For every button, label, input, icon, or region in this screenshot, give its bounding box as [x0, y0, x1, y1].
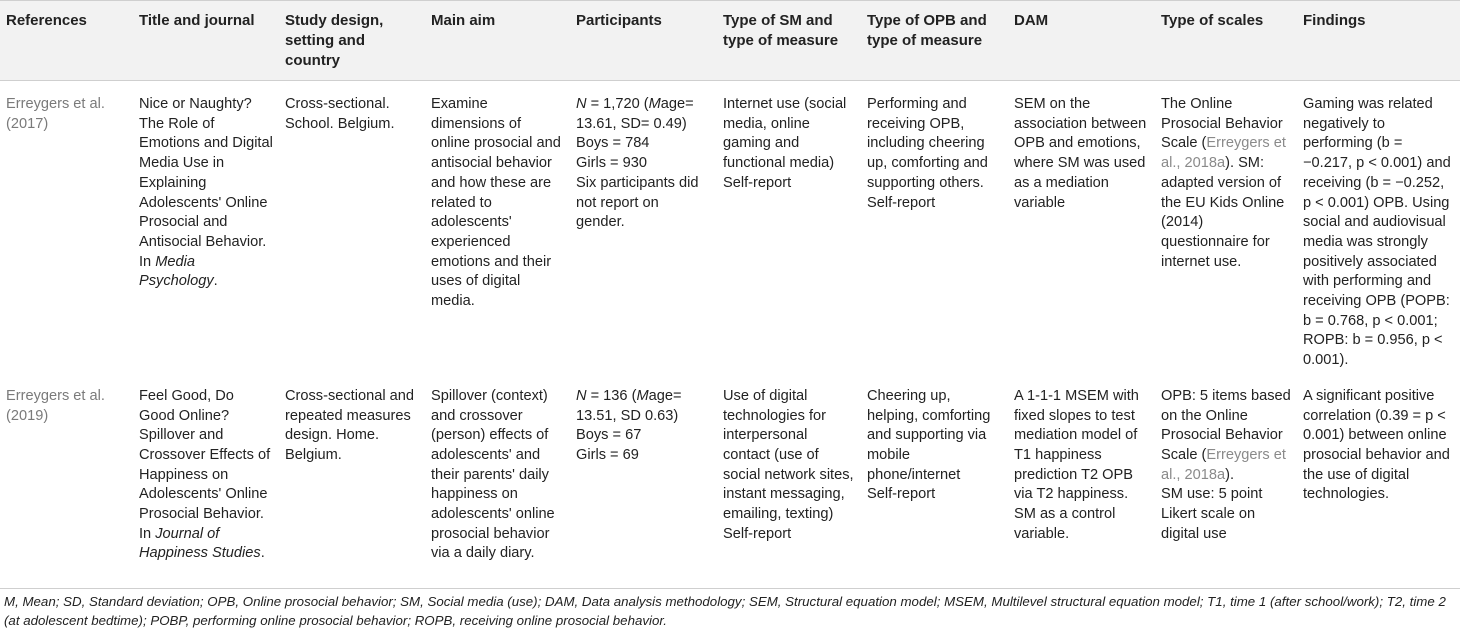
cell-title	[133, 382, 279, 589]
cell-aim: Spillover (context) and crossover (person) effects of adolescents' and their parents' daily happiness on adolescents' online prosocial behavior via a daily diary.	[425, 382, 570, 589]
cell-reference	[0, 382, 133, 589]
participants-sample	[576, 387, 711, 426]
cell-scales	[1155, 382, 1297, 589]
header-sm: Type of SM and type of measure	[717, 1, 861, 81]
cell-findings: Gaming was related negatively to performing (b = −0.217, p < 0.001) and receiving (b = −0.252, p < 0.001) OPB. Using social and audiovisual media was strongly positively associated with performing and receiving OPB (POPB: b = 0.768, p < 0.001; ROPB: b = 0.956, p < 0.001).	[1303, 96, 1451, 369]
header-references: References	[0, 1, 133, 81]
cell-reference	[0, 81, 133, 382]
cell-participants	[570, 382, 717, 589]
participants-sample	[576, 95, 711, 134]
mean-age: age= 13.61, SD= 0.49)	[576, 96, 694, 132]
n-label: N	[576, 96, 587, 112]
header-aim: Main aim	[425, 1, 570, 81]
title-end: .	[213, 273, 218, 290]
sm-type: Use of digital technologies for interpersonal contact (use of social network sites, instant messaging, emailing, texting)	[723, 387, 854, 523]
title-text: Nice or Naughty? The Role of Emotions and Digital Media Use in Explaining Adolescents' Online Prosocial and Antisocial Behavior. In	[139, 96, 273, 270]
table-footnote: M, Mean; SD, Standard deviation; OPB, Online prosocial behavior; SM, Social media (use); DAM, Data analysis methodology; SEM, Structural equation model; MSEM, Multilevel structural equation model; T1, time 1 (after school/work); T2, time 2 (at adolescent bedtime); POBP, performing online prosocial behavior; ROPB, receiving online prosocial behavior.	[4, 594, 1446, 628]
header-title: Title and journal	[133, 1, 279, 81]
header-row	[0, 1, 1460, 81]
mean-label: M	[648, 96, 661, 112]
opb-type: Cheering up, helping, comforting and supporting via mobile phone/internet	[867, 387, 991, 483]
cell-participants	[570, 81, 717, 382]
citation-link[interactable]: Erreygers et al., 2018a	[1161, 446, 1286, 483]
header-participants: Participants	[570, 1, 717, 81]
participants-girls: Girls = 930	[576, 155, 647, 172]
mean-age: age= 13.51, SD 0.63)	[576, 387, 682, 424]
scales-sm: SM use: 5 point Likert scale on digital use	[1161, 486, 1263, 542]
scales-opb	[1161, 387, 1291, 486]
cell-sm	[717, 81, 861, 382]
n-value: = 1,720 (	[586, 96, 649, 112]
cell-dam: A 1-1-1 MSEM with fixed slopes to test mediation model of T1 happiness prediction T2 OPB via T2 happiness. SM as a control variable.	[1008, 382, 1155, 589]
table-row	[0, 382, 1460, 589]
cell-dam: SEM on the association between OPB and emotions, where SM was used as a mediation variable	[1014, 96, 1147, 211]
cell-aim: Examine dimensions of online prosocial and antisocial behavior and how these are related to adolescents' experienced emotions and their uses of digital media.	[431, 96, 561, 310]
table-row	[0, 81, 1460, 382]
cell-opb	[861, 81, 1008, 382]
cell-design: Cross-sectional and repeated measures design. Home. Belgium.	[279, 382, 425, 589]
cell-sm	[717, 382, 861, 589]
n-value: = 136 (	[586, 387, 637, 404]
header-dam: DAM	[1008, 1, 1155, 81]
reference-link[interactable]: Erreygers et al. (2017)	[6, 96, 105, 132]
participants-boys: Boys = 784	[576, 135, 650, 152]
title-end: .	[260, 545, 265, 562]
participants-girls: Girls = 69	[576, 446, 639, 463]
participants-boys: Boys = 67	[576, 427, 642, 444]
cell-design: Cross-sectional. School. Belgium.	[285, 96, 395, 132]
title-text: Feel Good, Do Good Online? Spillover and Crossover Effects of Happiness on Adolescents' Online Prosocial Behavior. In	[139, 387, 271, 542]
cell-scales	[1155, 81, 1297, 382]
scales-text: The Online Prosocial Behavior Scale (	[1161, 96, 1283, 152]
sm-measure: Self-report	[723, 174, 792, 191]
cell-title	[133, 81, 279, 382]
scales-text-end: ).	[1225, 466, 1235, 483]
sm-measure: Self-report	[723, 525, 792, 542]
cell-opb	[861, 382, 1008, 589]
table-header	[0, 1, 1460, 81]
scales-text: OPB: 5 items based on the Online Prosocial Behavior Scale (	[1161, 387, 1291, 463]
journal-name: Journal of Happiness Studies	[139, 525, 261, 562]
opb-measure: Self-report	[867, 486, 936, 503]
opb-measure: Self-report	[867, 194, 936, 211]
journal-name: Media Psychology	[139, 253, 214, 290]
header-scales: Type of scales	[1155, 1, 1297, 81]
mean-label: M	[636, 387, 649, 404]
n-label: N	[576, 387, 587, 404]
header-design: Study design, setting and country	[279, 1, 425, 81]
sm-type: Internet use (social media, online gaming and functional media)	[723, 96, 847, 172]
participants-note: Six participants did not report on gender.	[576, 174, 699, 231]
opb-type: Performing and receiving OPB, including cheering up, comforting and supporting others.	[867, 96, 988, 191]
cell-findings: A significant positive correlation (0.39 = p < 0.001) between online prosocial behavior and the use of digital technologies.	[1297, 382, 1460, 589]
scales-text-end: ). SM: adapted version of the EU Kids Online (2014) questionnaire for internet use.	[1161, 155, 1285, 270]
header-opb: Type of OPB and type of measure	[861, 1, 1008, 81]
reference-link[interactable]: Erreygers et al. (2019)	[6, 387, 105, 424]
citation-link[interactable]: Erreygers et al., 2018a	[1161, 135, 1286, 172]
header-findings: Findings	[1297, 1, 1460, 81]
